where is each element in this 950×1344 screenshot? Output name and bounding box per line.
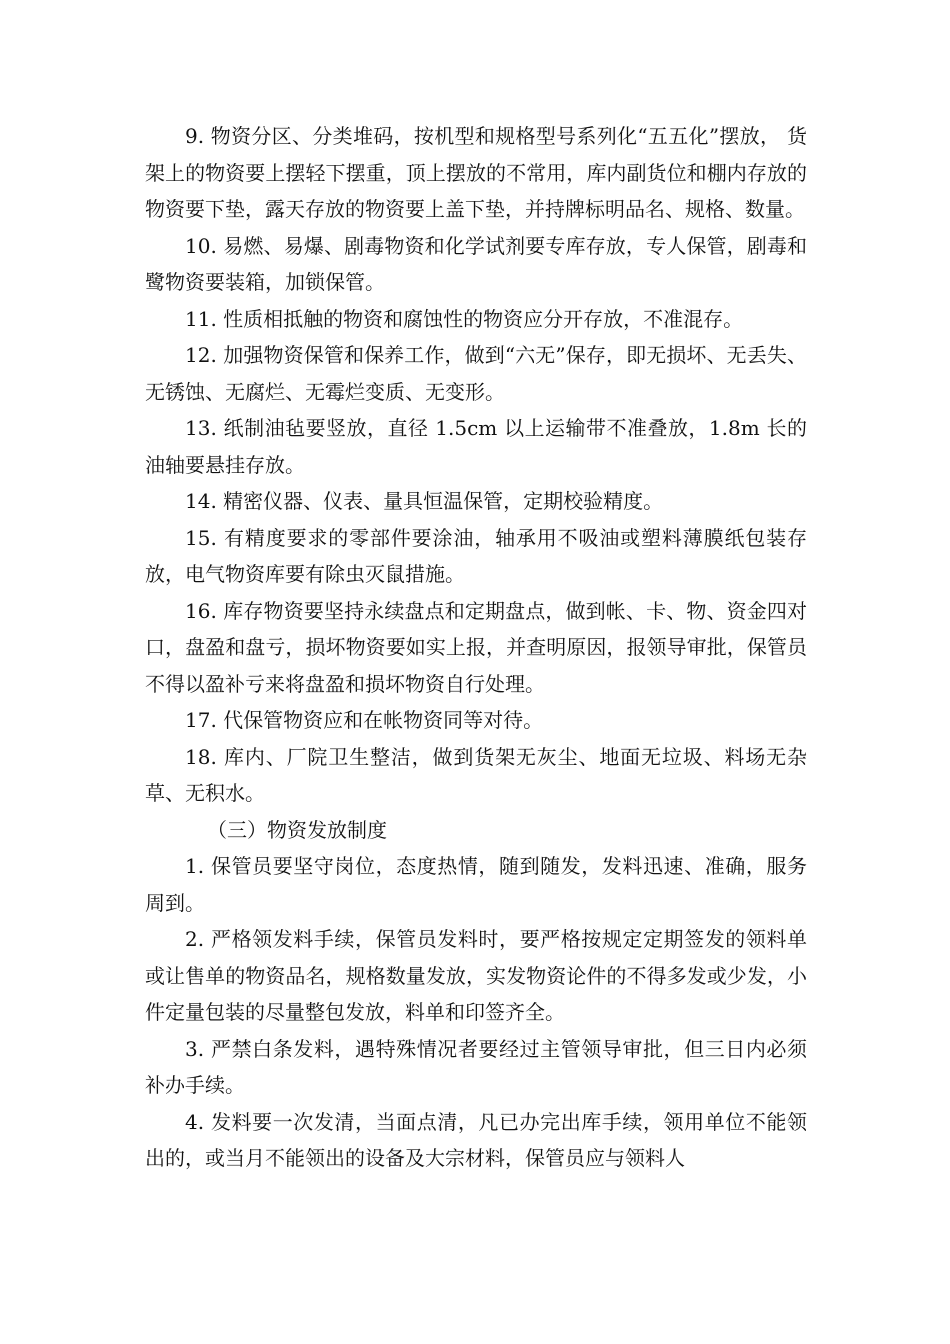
paragraph-item-16: 16. 库存物资要坚持永续盘点和定期盘点，做到帐、卡、物、资金四对口，盘盈和盘亏，损坏物资要如实上报，并查明原因，报领导审批，保管员不得以盈补亏来将盘盈和损坏物资自行处理。 [145,598,807,696]
paragraph-item-13: 13. 纸制油毡要竖放，直径 1.5cm 以上运输带不准叠放，1.8m 长的油轴要悬挂存放。 [145,416,807,477]
paragraph-item-18: 18. 库内、厂院卫生整洁，做到货架无灰尘、地面无垃圾、料场无杂 草、无积水。 [145,744,807,805]
paragraph-item-12: 12. 加强物资保管和保养工作，做到“六无”保存，即无损坏、无丢失、无锈蚀、无腐烂、无霉烂变质、无变形。 [145,343,807,404]
section-paragraph-4: 4. 发料要一次发清，当面点清，凡已办完出库手续，领用单位不能领出的，或当月不能领出的设备及大宗材料，保管员应与领料人 [145,1109,807,1170]
paragraph-item-10: 10. 易燃、易爆、剧毒物资和化学试剂要专库存放，专人保管，剧毒和鹭物资要装箱，加锁保管。 [145,233,807,294]
paragraph-item-15: 15. 有精度要求的零部件要涂油，轴承用不吸油或塑料薄膜纸包装存 放，电气物资库要有除虫灭鼠措施。 [145,525,807,586]
section-paragraph-2: 2. 严格领发料手续，保管员发料时，要严格按规定定期签发的领料单或让售单的物资品名，规格数量发放，实发物资论件的不得多发或少发，小件定量包装的尽量整包发放，料单和印签齐全。 [145,927,807,1024]
paragraph-item-17: 17. 代保管物资应和在帐物资同等对待。 [185,708,544,732]
paragraph-item-9: 9. 物资分区、分类堆码，按机型和规格型号系列化“五五化”摆放， 货架上的物资要上摆轻下摆重，顶上摆放的不常用，库内副货位和棚内存放的物资要下垫，露天存放的物资要上盖下垫，并持牌标明品名、规格、数量。 [145,124,807,221]
section-paragraph-1: 1. 保管员要坚守岗位，态度热情，随到随发，发料迅速、准确，服务周到。 [145,854,807,915]
paragraph-item-11: 11. 性质相抵触的物资和腐蚀性的物资应分开存放，不准混存。 [185,306,744,331]
document-page [145,118,807,1177]
paragraph-item-14: 14. 精密仪器、仪表、量具恒温保管，定期校验精度。 [185,489,664,513]
section-heading: （三）物资发放制度 [207,817,387,842]
section-paragraph-3: 3. 严禁白条发料，遇特殊情况者要经过主管领导审批，但三日内必须补办手续。 [145,1036,807,1097]
